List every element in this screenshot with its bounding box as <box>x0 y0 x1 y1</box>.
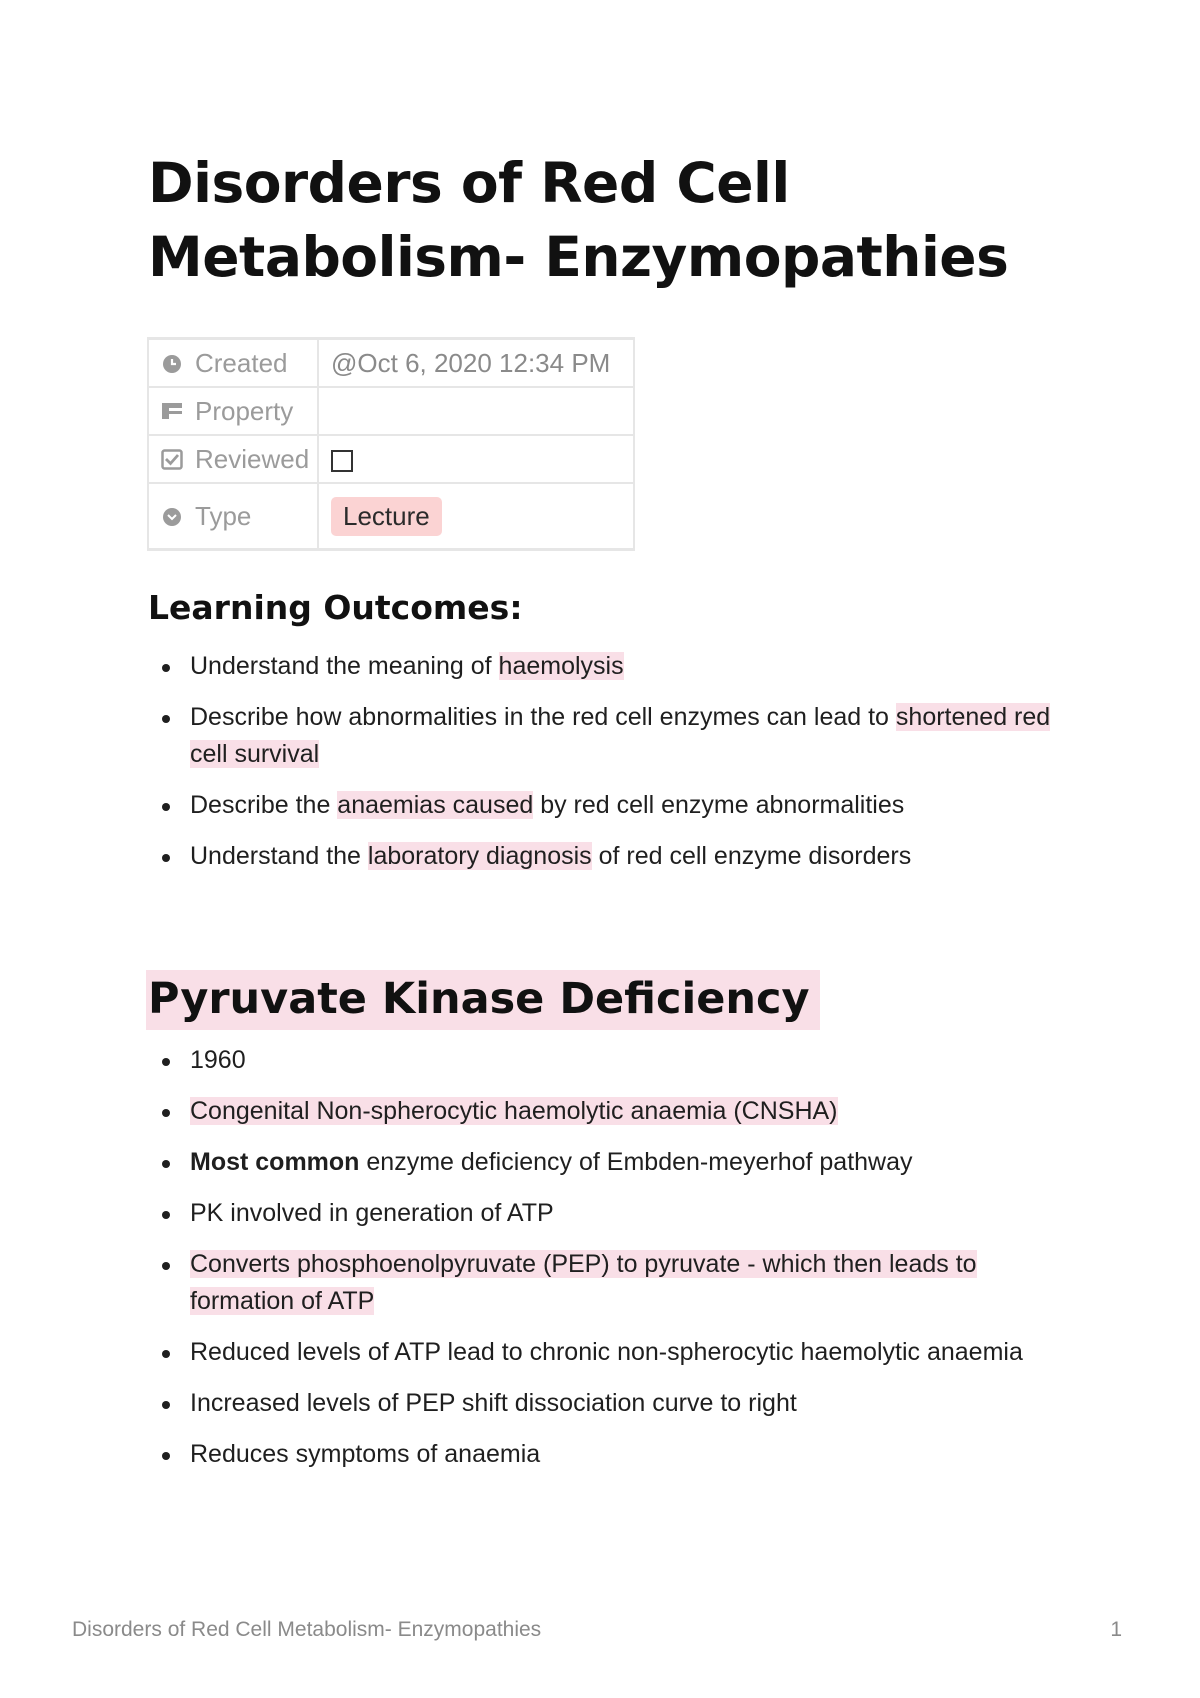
page-title: Disorders of Red Cell Metabolism- Enzymopathies <box>148 151 1009 289</box>
checkbox-property-icon <box>161 448 183 470</box>
property-label: Property <box>195 395 294 426</box>
page-number: 1 <box>1110 1618 1122 1641</box>
list-item: PK involved in generation of ATP <box>148 1195 1068 1232</box>
clock-icon <box>161 352 183 374</box>
list-item: Congenital Non-spherocytic haemolytic anaemia (CNSHA) <box>148 1093 1068 1130</box>
property-row-created <box>148 339 634 388</box>
list-item: Increased levels of PEP shift dissociation curve to right <box>148 1385 1068 1422</box>
select-property-icon <box>161 505 183 527</box>
type-tag[interactable]: Lecture <box>331 497 442 536</box>
list-item: Understand the laboratory diagnosis of red cell enzyme disorders <box>148 838 1068 875</box>
list-item: Converts phosphoenolpyruvate (PEP) to pyruvate - which then leads to formation of ATP <box>148 1246 1068 1320</box>
type-label: Type <box>195 500 252 531</box>
footer-title: Disorders of Red Cell Metabolism- Enzymopathies <box>72 1618 542 1641</box>
learning-outcomes-heading: Learning Outcomes: <box>148 588 523 627</box>
reviewed-label: Reviewed <box>195 443 310 474</box>
property-value[interactable] <box>318 387 634 435</box>
list-item: Reduces symptoms of anaemia <box>148 1436 1068 1473</box>
text-property-icon <box>161 400 183 422</box>
list-item: Describe how abnormalities in the red cell enzymes can lead to shortened red cell survival <box>148 699 1068 773</box>
list-item: 1960 <box>148 1042 1068 1079</box>
list-item: Most common enzyme deficiency of Embden-meyerhof pathway <box>148 1144 1068 1181</box>
property-row-type <box>148 483 634 550</box>
list-item: Describe the anaemias caused by red cell enzyme abnormalities <box>148 787 1068 824</box>
created-label: Created <box>195 347 288 378</box>
list-item: Reduced levels of ATP lead to chronic non-spherocytic haemolytic anaemia <box>148 1334 1068 1371</box>
property-row-property <box>148 387 634 435</box>
list-item: Understand the meaning of haemolysis <box>148 648 1068 685</box>
reviewed-checkbox[interactable] <box>331 450 353 472</box>
pk-list <box>148 1042 1068 1487</box>
property-row-reviewed <box>148 435 634 483</box>
created-value: @Oct 6, 2020 12:34 PM <box>318 339 634 388</box>
properties-table <box>147 337 635 551</box>
learning-outcomes-list <box>148 648 1068 889</box>
section-heading-pk: Pyruvate Kinase Deficiency <box>146 970 820 1030</box>
